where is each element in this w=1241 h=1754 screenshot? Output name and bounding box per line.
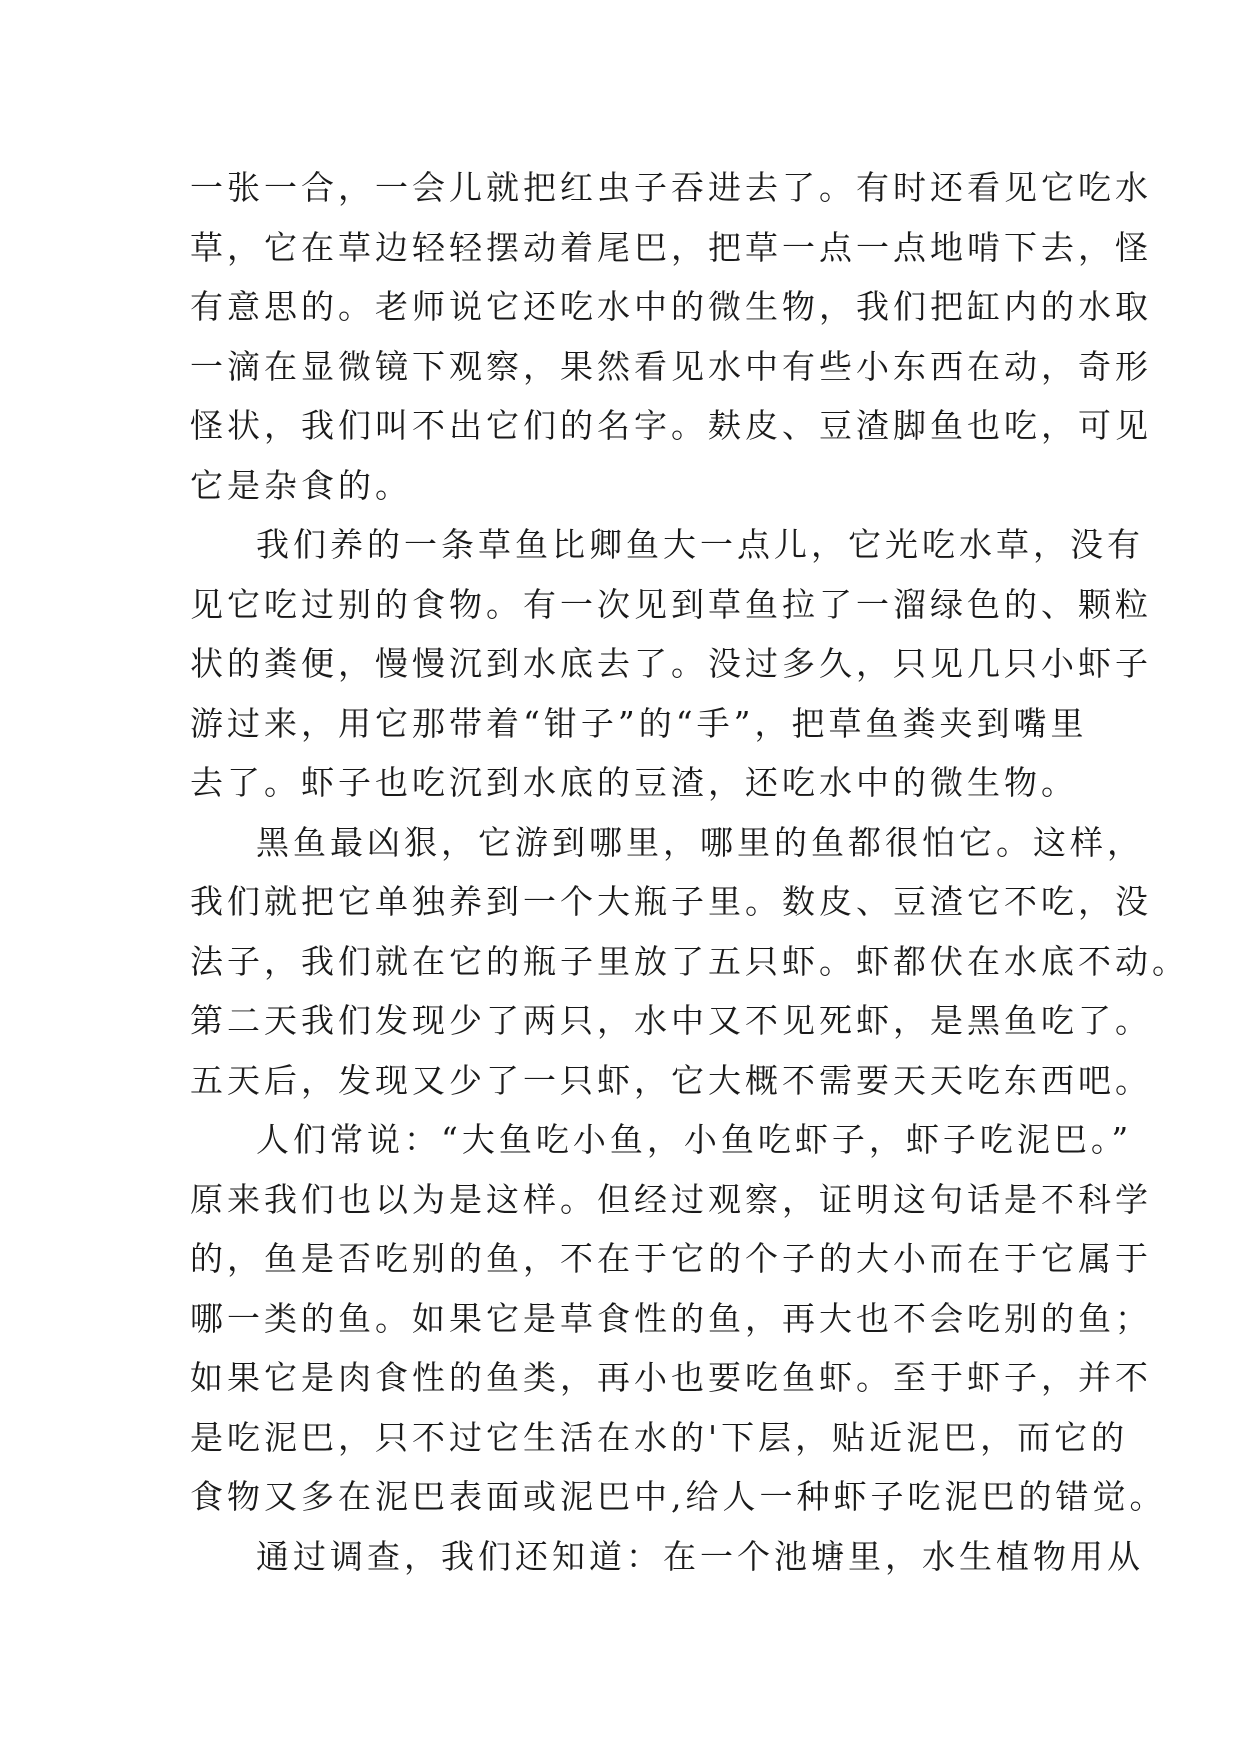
- text-line: 黑鱼最凶狠，它游到哪里，哪里的鱼都很怕它。这样，: [256, 822, 1144, 862]
- text-line: 第二天我们发现少了两只，水中又不见死虾，是黑鱼吃了。: [190, 1001, 1152, 1040]
- text-line: 一滴在显微镜下观察，果然看见水中有些小东西在动，奇形: [190, 346, 1152, 386]
- text-line: 人们常说：“大鱼吃小鱼，小鱼吃虾子，虾子吃泥巴。”: [256, 1120, 1133, 1159]
- text-line: 食物又多在泥巴表面或泥巴中,给人一种虾子吃泥巴的错觉。: [190, 1477, 1167, 1516]
- text-line: 有意思的。老师说它还吃水中的微生物，我们把缸内的水取: [190, 287, 1152, 326]
- text-line: 法子，我们就在它的瓶子里放了五只虾。虾都伏在水底不动。: [190, 941, 1189, 981]
- text-line: 五天后，发现又少了一只虾，它大概不需要天天吃东西吧。: [190, 1060, 1152, 1100]
- text-line: 原来我们也以为是这样。但经过观察，证明这句话是不科学: [190, 1179, 1152, 1219]
- text-line: 见它吃过别的食物。有一次见到草鱼拉了一溜绿色的、颗粒: [190, 584, 1152, 624]
- text-line: 我们就把它单独养到一个大瓶子里。数皮、豆渣它不吃，没: [190, 882, 1152, 921]
- text-line: 怪状，我们叫不出它们的名字。麸皮、豆渣脚鱼也吃，可见: [190, 406, 1152, 445]
- text-line: 我们养的一条草鱼比卿鱼大一点儿，它光吃水草，没有: [256, 525, 1144, 564]
- text-line: 游过来，用它那带着“钳子”的“手”，把草鱼粪夹到嘴里: [190, 703, 1088, 743]
- text-line: 哪一类的鱼。如果它是草食性的鱼，再大也不会吃别的鱼；: [190, 1298, 1152, 1338]
- text-line: 一张一合，一会儿就把红虫子吞进去了。有时还看见它吃水: [190, 168, 1152, 207]
- text-line: 的，鱼是否吃别的鱼，不在于它的个子的大小而在于它属于: [190, 1239, 1152, 1278]
- text-line: 状的粪便，慢慢沉到水底去了。没过多久，只见几只小虾子: [190, 644, 1152, 683]
- text-line: 它是杂食的。: [190, 465, 412, 505]
- text-line: 通过调查，我们还知道：在一个池塘里，水生植物用从: [256, 1536, 1144, 1576]
- text-line: 是吃泥巴，只不过它生活在水的'下层，贴近泥巴，而它的: [190, 1417, 1129, 1457]
- text-line: 去了。虾子也吃沉到水底的豆渣，还吃水中的微生物。: [190, 763, 1078, 802]
- text-line: 草，它在草边轻轻摆动着尾巴，把草一点一点地啃下去，怪: [190, 227, 1152, 267]
- text-line: 如果它是肉食性的鱼类，再小也要吃鱼虾。至于虾子，并不: [190, 1358, 1152, 1397]
- article-body: [190, 158, 1189, 1586]
